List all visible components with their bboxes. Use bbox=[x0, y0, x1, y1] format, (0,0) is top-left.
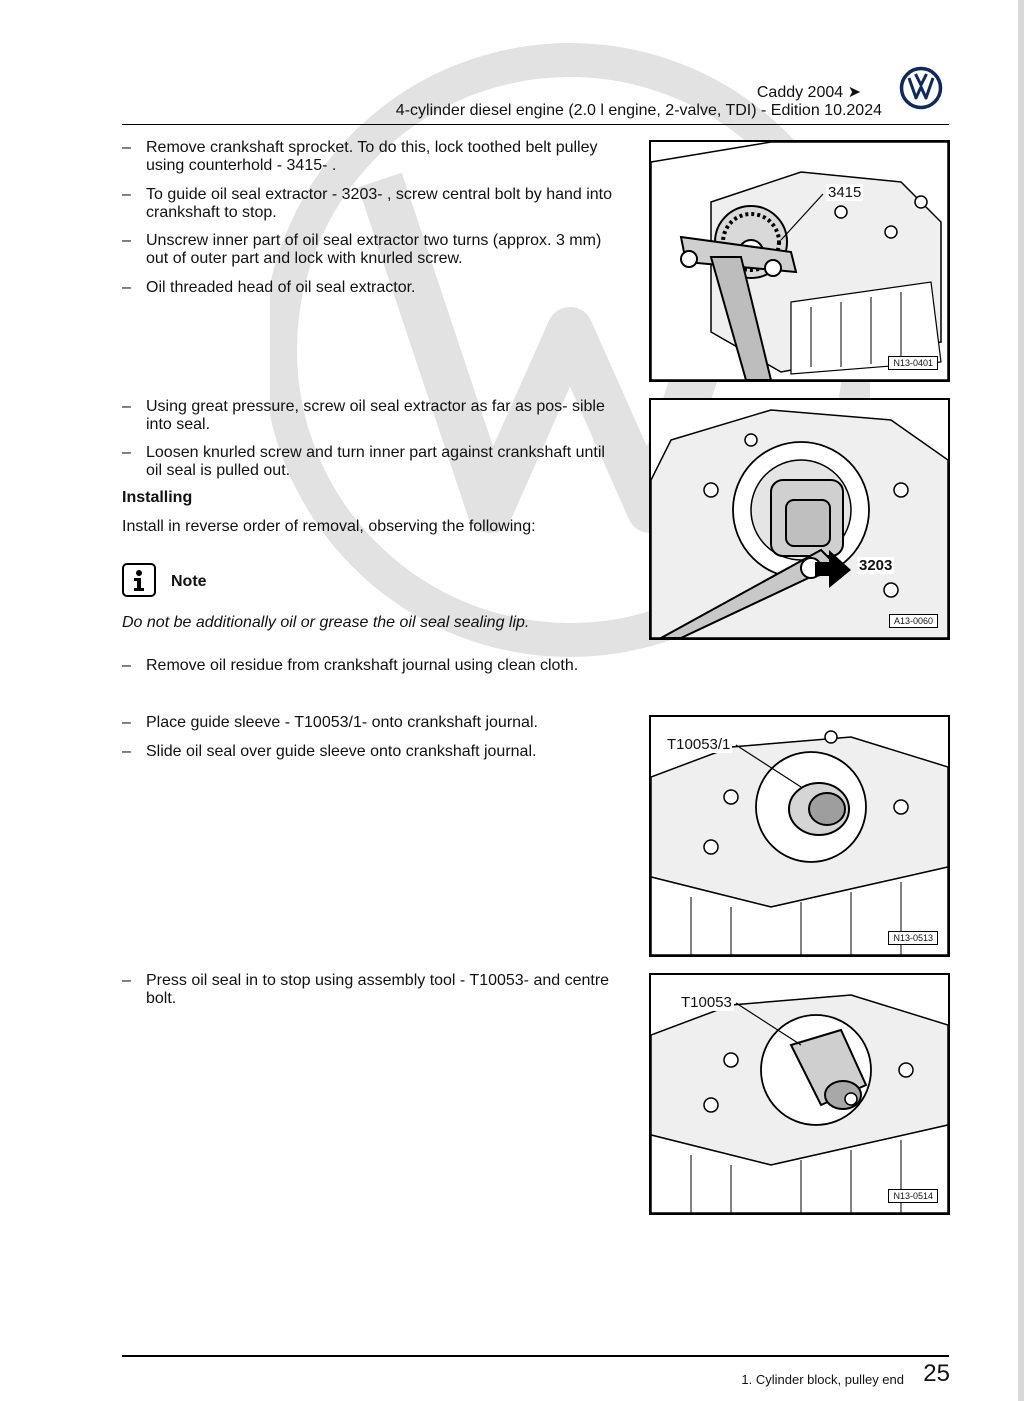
step-text: Remove crankshaft sprocket. To do this, lock toothed belt pulley using counterhold - 3415- . bbox=[146, 139, 598, 174]
footer-section: 1. Cylinder block, pulley end bbox=[741, 1372, 904, 1387]
figure-code: N13-0513 bbox=[888, 931, 938, 945]
step-item: – Press oil seal in to stop using assembly tool - T10053- and centre bolt. bbox=[122, 972, 622, 1008]
step-text: Using great pressure, screw oil seal extractor as far as pos- sible into seal. bbox=[146, 398, 605, 433]
step-item: – Remove crankshaft sprocket. To do this, lock toothed belt pulley using counterhold - 3415- . bbox=[122, 139, 622, 175]
figure-code: N13-0514 bbox=[888, 1189, 938, 1203]
step-item: – Unscrew inner part of oil seal extractor two turns (approx. 3 mm) out of outer part and lock with knurled screw. bbox=[122, 232, 622, 268]
figure-code: N13-0401 bbox=[888, 356, 938, 370]
step-item: – Loosen knurled screw and turn inner part against crankshaft until oil seal is pulled out. bbox=[122, 444, 622, 480]
figure-tool-label: 3415 bbox=[828, 184, 862, 201]
step-text: Remove oil residue from crankshaft journal using clean cloth. bbox=[146, 657, 579, 674]
figure-tool-label: T10053/1 bbox=[667, 736, 731, 753]
step-text: Unscrew inner part of oil seal extractor two turns (approx. 3 mm) out of outer part and lock with knurled screw. bbox=[146, 232, 602, 267]
step-item: – Oil threaded head of oil seal extractor. bbox=[122, 279, 622, 297]
figure-oil-seal-extractor bbox=[649, 398, 950, 640]
page-number: 25 bbox=[923, 1360, 950, 1387]
step-text: Slide oil seal over guide sleeve onto crankshaft journal. bbox=[146, 743, 537, 760]
step-item: – Using great pressure, screw oil seal extractor as far as pos- sible into seal. bbox=[122, 398, 622, 434]
vw-logo-icon bbox=[899, 66, 943, 110]
engine-extractor-illustration bbox=[651, 400, 948, 638]
figure-assembly-tool bbox=[649, 973, 950, 1215]
note-label: Note bbox=[171, 573, 207, 590]
installing-heading: Installing bbox=[122, 489, 193, 506]
step-item: – Remove oil residue from crankshaft journal using clean cloth. bbox=[122, 657, 622, 675]
step-item: – To guide oil seal extractor - 3203- , screw central bolt by hand into crankshaft to stop. bbox=[122, 186, 622, 222]
header-title: Caddy 2004 ➤ bbox=[756, 84, 861, 101]
figure-counterhold bbox=[649, 140, 950, 382]
figure-tool-label: T10053 bbox=[681, 994, 732, 1011]
figure-tool-label: 3203 bbox=[859, 557, 893, 574]
step-text: To guide oil seal extractor - 3203- , screw central bolt by hand into crankshaft to stop. bbox=[146, 186, 613, 221]
figure-code: A13-0060 bbox=[889, 614, 938, 628]
header-rule bbox=[122, 124, 949, 125]
note-info-icon bbox=[122, 563, 156, 597]
header-subtitle: 4-cylinder diesel engine (2.0 l engine, 2-valve, TDI) - Edition 10.2024 bbox=[395, 102, 882, 119]
step-item: – Slide oil seal over guide sleeve onto crankshaft journal. bbox=[122, 743, 622, 761]
note-text: Do not be additionally oil or grease the oil seal sealing lip. bbox=[122, 614, 530, 631]
figure-guide-sleeve bbox=[649, 715, 950, 957]
engine-sprocket-illustration bbox=[651, 142, 948, 380]
step-text: Loosen knurled screw and turn inner part against crankshaft until oil seal is pulled out. bbox=[146, 444, 605, 479]
step-text: Press oil seal in to stop using assembly tool - T10053- and centre bolt. bbox=[146, 972, 610, 1007]
footer-rule bbox=[122, 1355, 949, 1357]
page-edge bbox=[1018, 0, 1024, 1401]
step-text: Oil threaded head of oil seal extractor. bbox=[146, 279, 416, 296]
installing-intro: Install in reverse order of removal, observing the following: bbox=[122, 518, 536, 535]
step-text: Place guide sleeve - T10053/1- onto crankshaft journal. bbox=[146, 714, 538, 731]
step-item: – Place guide sleeve - T10053/1- onto crankshaft journal. bbox=[122, 714, 622, 732]
